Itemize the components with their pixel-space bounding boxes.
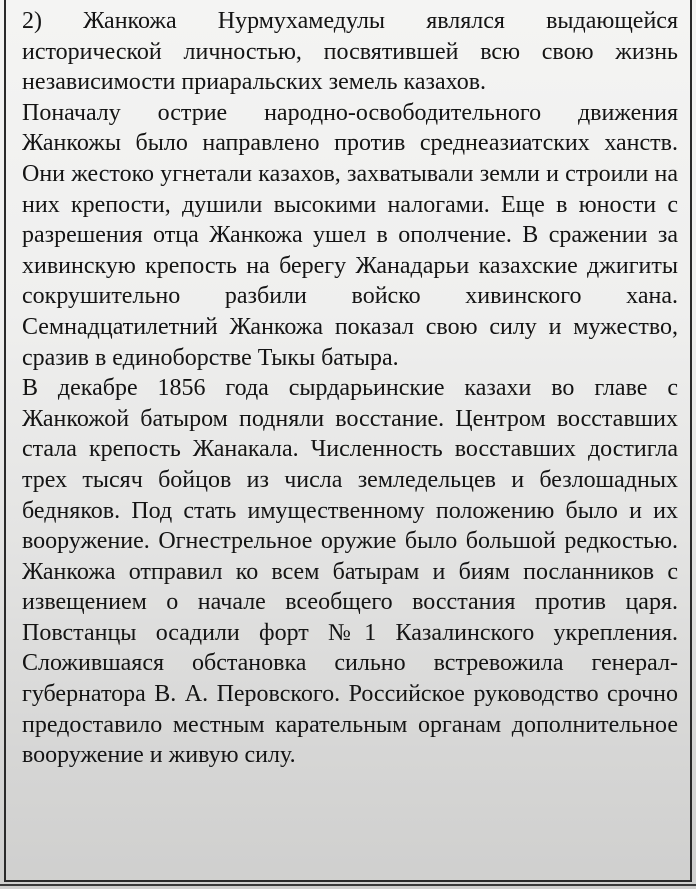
- paragraph-2: Поначалу острие народно-освободительного движения Жанкожы было направлено против среднеазиатских ханств. Они жестоко угнетали казахов, захватывали земли и строили на них крепости, душили высокими налогами. Еще в юности с разрешения отца Жанкожа ушел в ополчение. В сражении за хивинскую крепость на берегу Жанадарьи казахские джигиты сокрушительно разбили войско хивинского хана. Семнадцатилетний Жанкожа показал свою силу и мужество, сразив в единоборстве Тыкы батыра.: [22, 99, 678, 371]
- bottom-divider: [0, 884, 696, 886]
- paragraph-3: В декабре 1856 года сырдарьинские казахи во главе с Жанкожой батыром подняли восстание. Центром восставших стала крепость Жанакала. Численность восставших достигла трех тысяч бойцов из числа земледельцев и безлошадных бедняков. Под стать имущественному положению было и их вооружение. Огнестрельное оружие было большой редкостью. Жанкожа отправил ко всем батырам и биям посланников с извещением о начале всеобщего восстания против царя. Повстанцы осадили форт №1 Казалинского укрепления. Сложившаяся обстановка сильно встревожила генерал-губернатора В. А. Перовского. Российское руководство срочно предоставило местным карательным органам дополнительное вооружение и живую силу.: [22, 375, 678, 769]
- document-body: [22, 6, 678, 771]
- paragraph-1: 2) Жанкожа Нурмухамедулы являлся выдающейся исторической личностью, посвятившей всю свою жизнь независимости приаральских земель казахов.: [22, 8, 678, 96]
